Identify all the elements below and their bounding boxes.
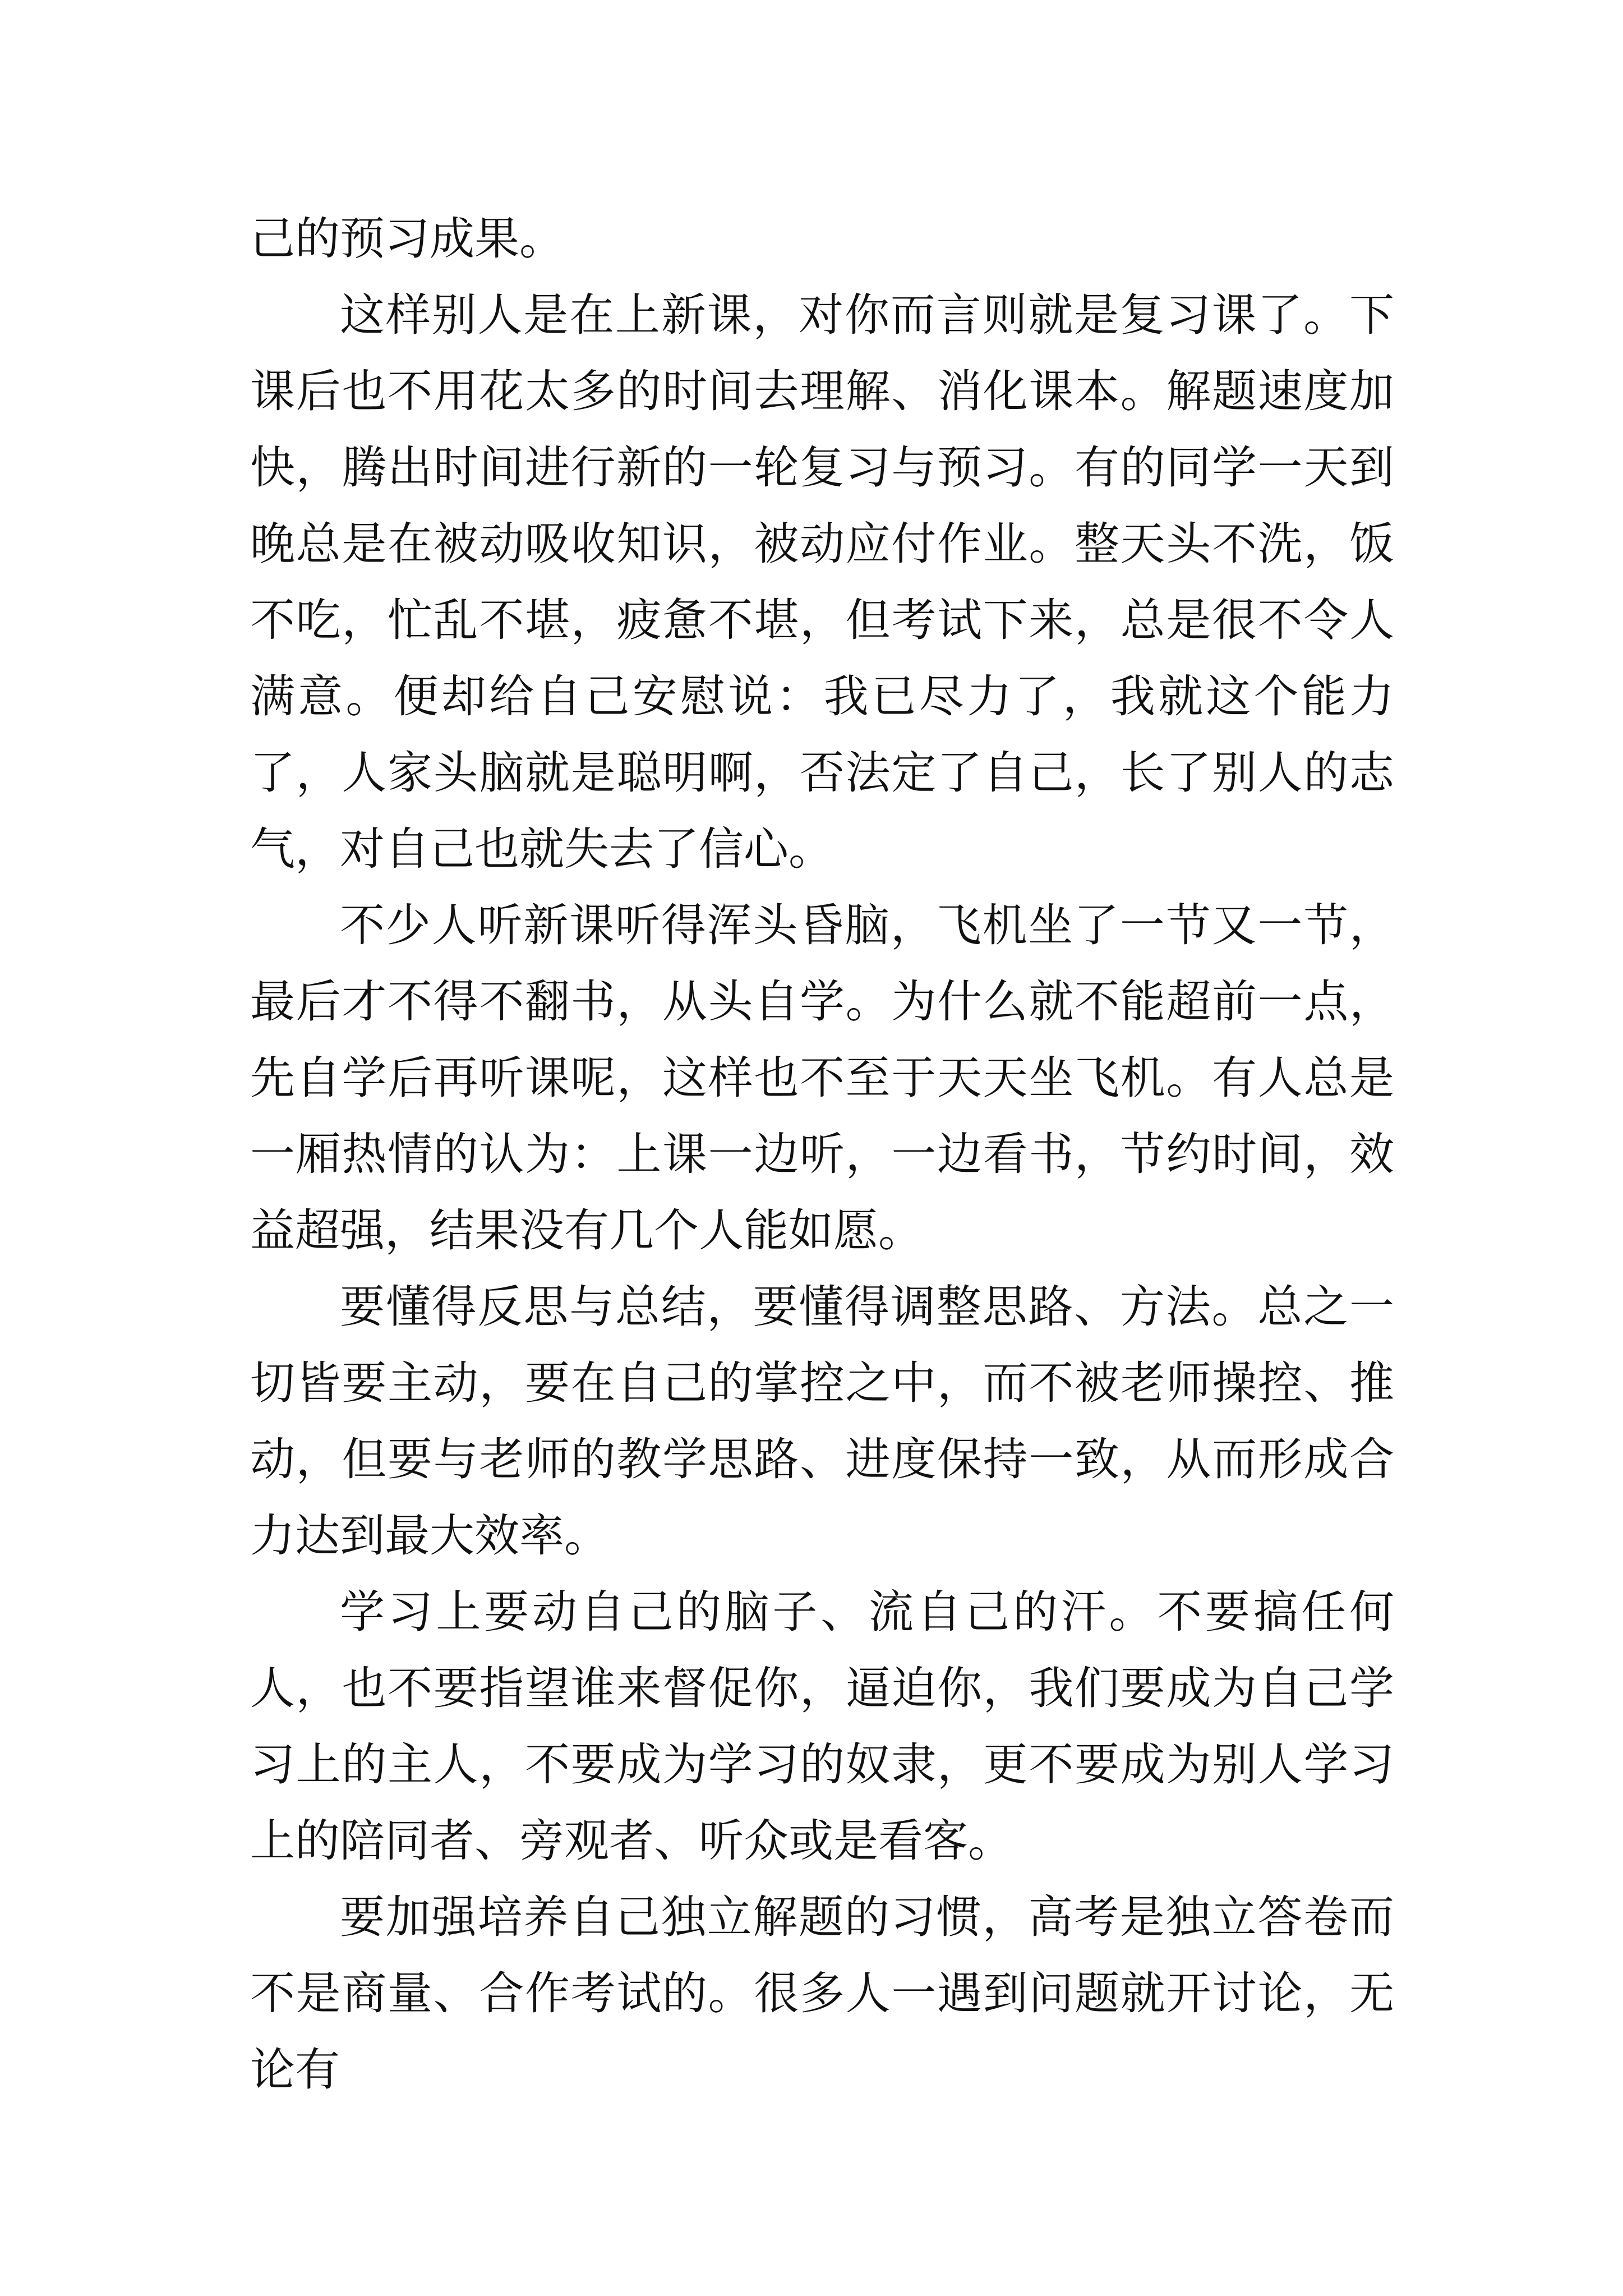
paragraph: 不少人听新课听得浑头昏脑，飞机坐了一节又一节，最后才不得不翻书，从头自学。为什么就不能超前一点，先自学后再听课呢，这样也不至于天天坐飞机。有人总是一厢热情的认为：上课一边听，一边看书，节约时间，效益超强，结果没有几个人能如愿。	[250, 899, 1394, 1257]
paragraph-continuation: 己的预习成果。	[250, 213, 564, 265]
paragraph: 这样别人是在上新课，对你而言则就是复习课了。下课后也不用花太多的时间去理解、消化课本。解题速度加快，腾出时间进行新的一轮复习与预习。有的同学一天到晚总是在被动吸收知识，被动应付作业。整天头不洗，饭不吃，忙乱不堪，疲惫不堪，但考试下来，总是很不令人满意。便却给自己安慰说：我已尽力了，我就这个能力了，人家头脑就是聪明啊，否法定了自己，长了别人的志气，对自己也就失去了信心。	[250, 289, 1394, 875]
paragraph: 要懂得反思与总结，要懂得调整思路、方法。总之一切皆要主动，要在自己的掌控之中，而不被老师操控、推动，但要与老师的教学思路、进度保持一致，从而形成合力达到最大效率。	[250, 1281, 1394, 1562]
document-body	[250, 201, 1394, 2108]
paragraph: 学习上要动自己的脑子、流自己的汗。不要搞任何人，也不要指望谁来督促你，逼迫你，我们要成为自己学习上的主人，不要成为学习的奴隶，更不要成为别人学习上的陪同者、旁观者、听众或是看客。	[250, 1586, 1394, 1867]
paragraph: 要加强培养自己独立解题的习惯，高考是独立答卷而不是商量、合作考试的。很多人一遇到问题就开讨论，无论有	[250, 1891, 1394, 2096]
